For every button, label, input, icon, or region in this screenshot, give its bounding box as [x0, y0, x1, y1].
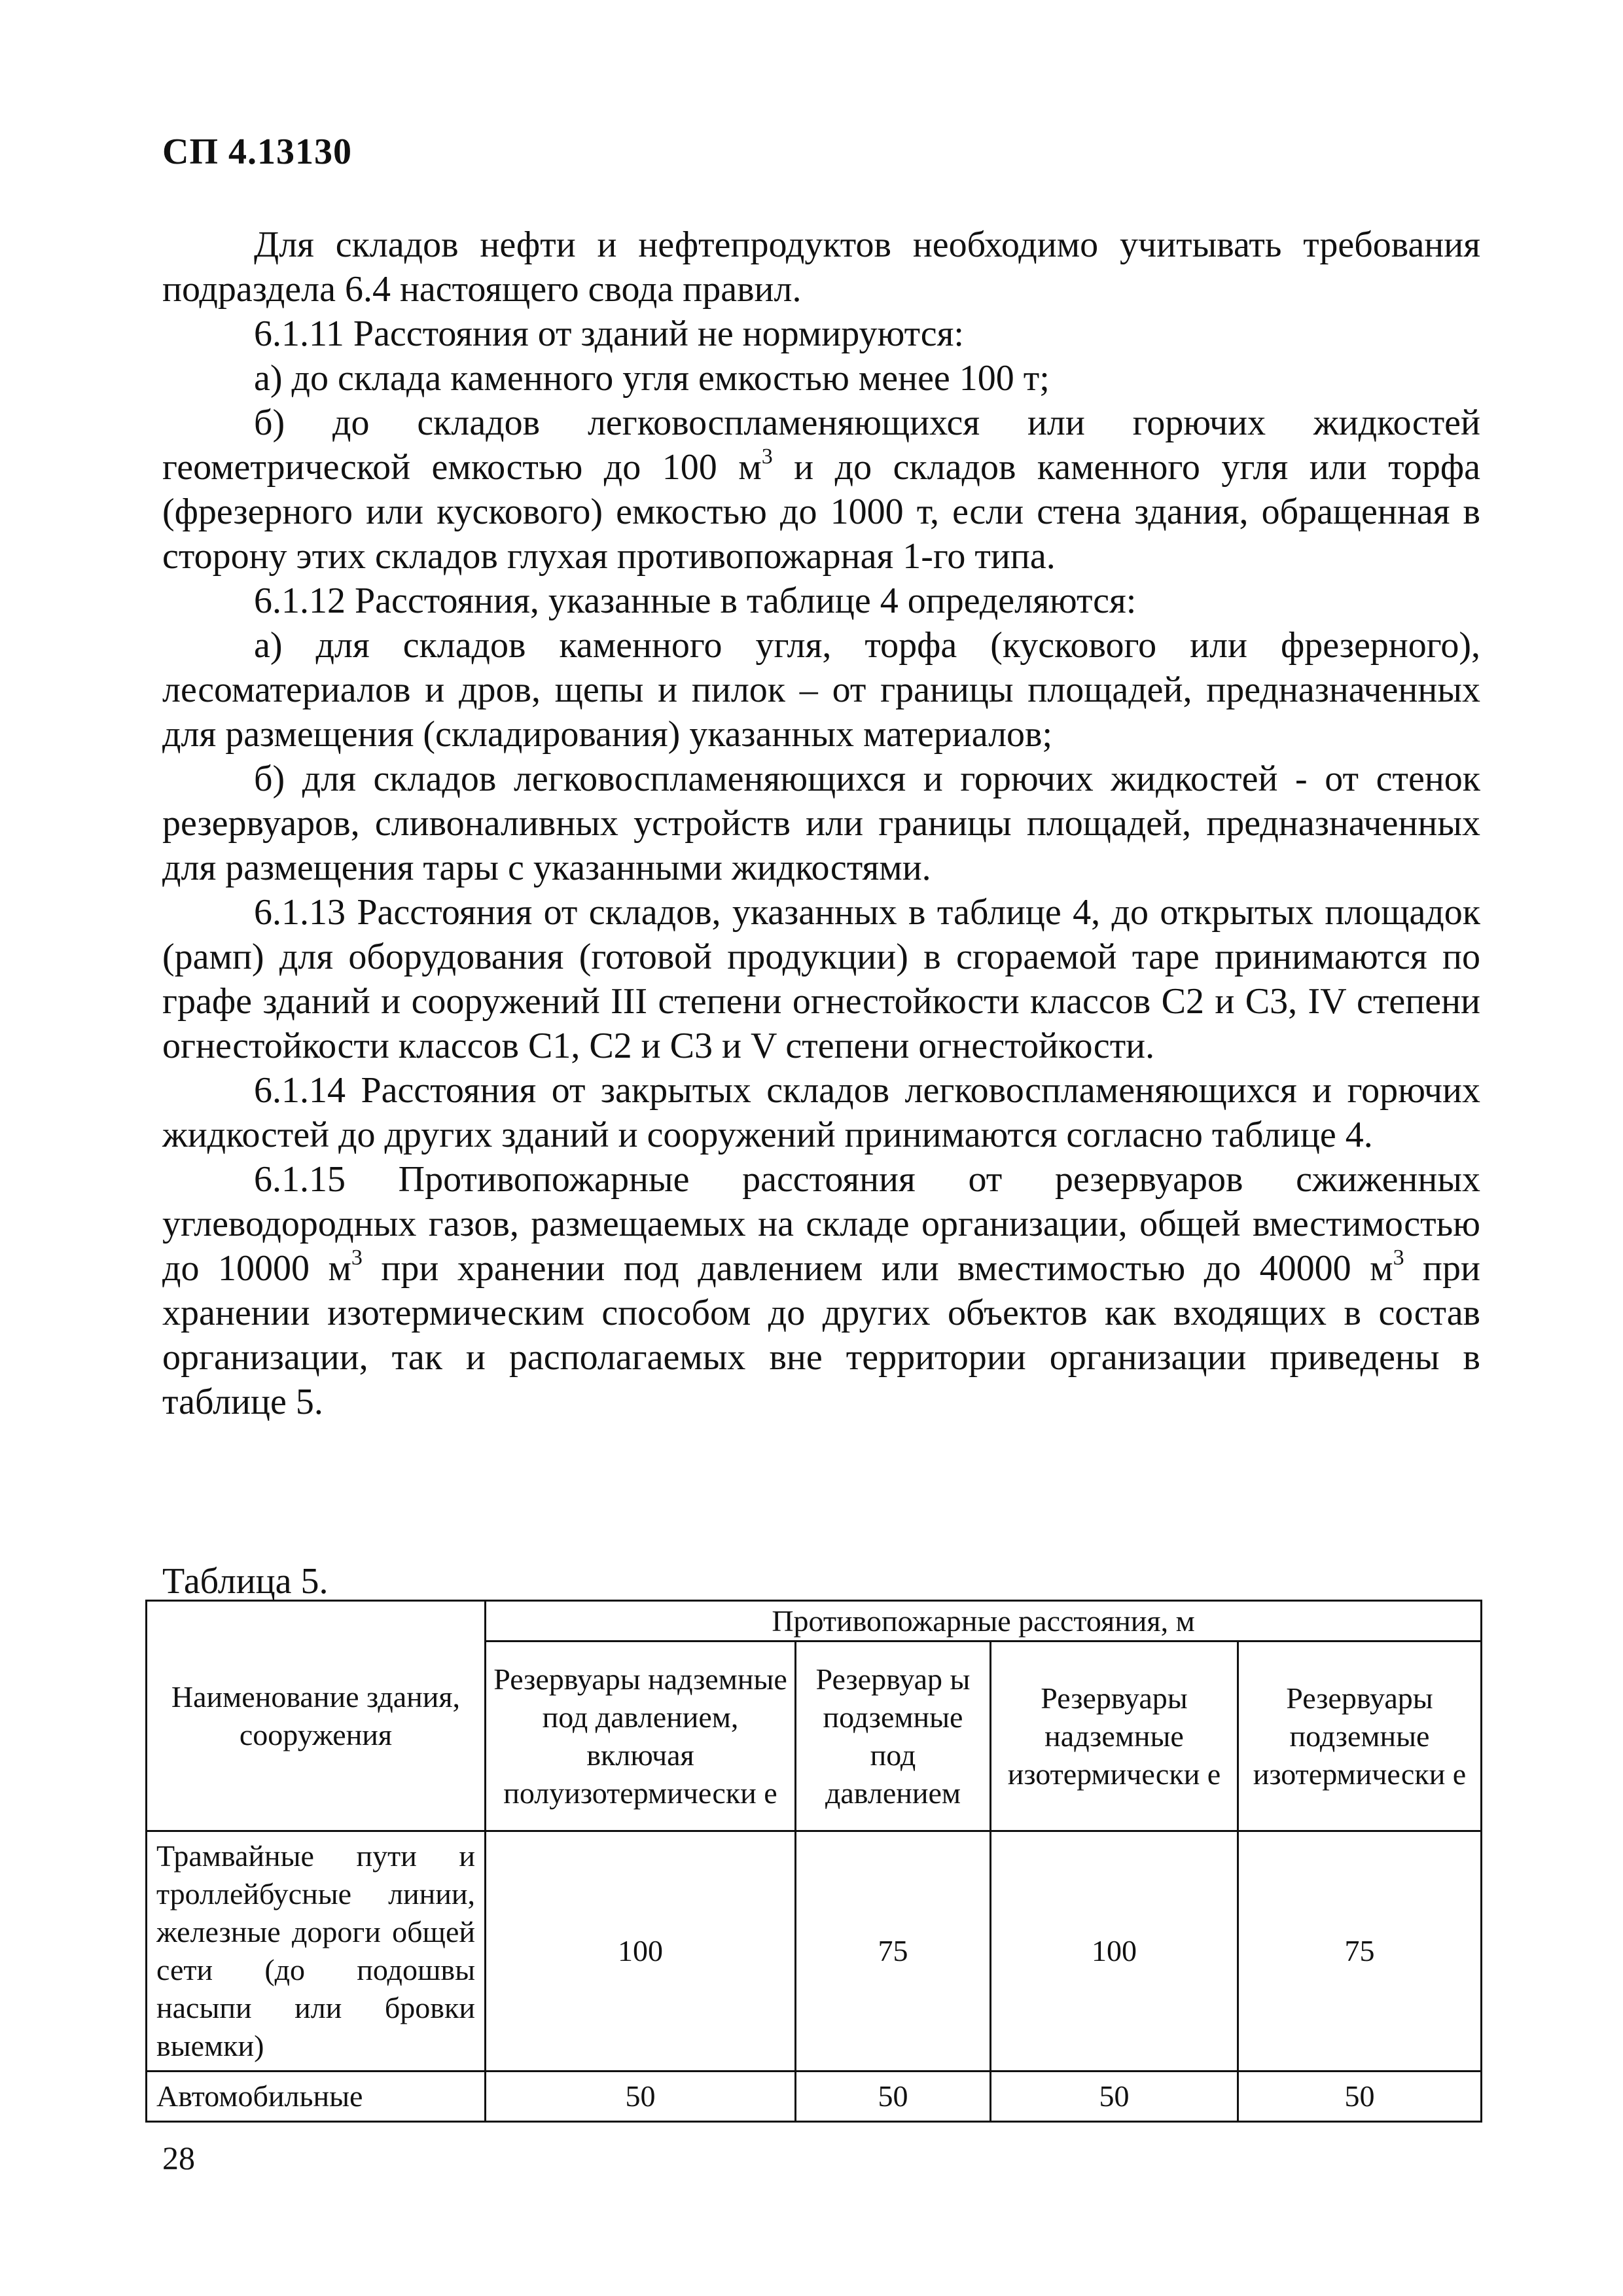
table-cell: 100: [486, 1831, 796, 2072]
text-fragment: б) до складов легковоспламеняющихся или горючих жидкостей геометрической емкостью до 100 м: [162, 403, 1480, 488]
table-header-row: [147, 1601, 1482, 1641]
list-item: а) до склада каменного угля емкостью менее 100 т;: [254, 358, 1050, 399]
text-fragment: 6.1.15 Противопожарные расстояния от резервуаров сжиженных углеводородных газов, размещаемых на складе организации, общей вместимостью до 10000 м: [162, 1159, 1480, 1289]
row-name: Автомобильные: [147, 2072, 486, 2122]
text-fragment: и до складов каменного угля или торфа (фрезерного или кускового) емкостью до 1000 т, если стена здания, обращенная в сторону этих складов глухая противопожарная 1-го типа.: [162, 447, 1480, 577]
header-column: Резервуары надземные изотермически е: [991, 1641, 1238, 1831]
clause-6-1-12: 6.1.12 Расстояния, указанные в таблице 4 определяются:: [254, 581, 1137, 621]
header-building-name: Наименование здания, сооружения: [147, 1601, 486, 1831]
table-row: [147, 2072, 1482, 2122]
list-item: [162, 401, 1480, 579]
row-name: Трамвайные пути и троллейбусные линии, железные дороги общей сети (до подошвы насыпи или бровки выемки): [147, 1831, 486, 2072]
text-fragment: при хранении изотермическим способом до других объектов как входящих в состав организации, так и располагаемых вне территории организации приведены в таблице 5.: [162, 1248, 1480, 1422]
header-column: Резервуар ы подземные под давлением: [796, 1641, 991, 1831]
superscript: 3: [761, 444, 773, 469]
table-cell: 75: [1238, 1831, 1482, 2072]
table-caption: Таблица 5.: [162, 1561, 329, 1602]
clause-6-1-11: 6.1.11 Расстояния от зданий не нормируются:: [254, 314, 964, 354]
table-cell: 50: [991, 2072, 1238, 2122]
body-text: [162, 223, 1480, 1424]
table-cell: 100: [991, 1831, 1238, 2072]
superscript: 3: [351, 1246, 363, 1270]
list-item: б) для складов легковоспламеняющихся и горючих жидкостей - от стенок резервуаров, сливоналивных устройств или границы площадей, предназначенных для размещения тары с указанными жидкостями.: [162, 759, 1480, 888]
clause-6-1-14: 6.1.14 Расстояния от закрытых складов легковоспламеняющихся и горючих жидкостей до других зданий и сооружений принимаются согласно таблице 4.: [162, 1070, 1480, 1155]
text-fragment: при хранении под давлением или вместимостью до 40000 м: [362, 1248, 1393, 1289]
header-column: Резервуары подземные изотермически е: [1238, 1641, 1482, 1831]
table-row: [147, 1831, 1482, 2072]
list-item: а) для складов каменного угля, торфа (кускового или фрезерного), лесоматериалов и дров, щепы и пилок – от границы площадей, предназначенных для размещения (складирования) указанных материалов;: [162, 625, 1480, 755]
distance-table: [145, 1600, 1482, 2123]
paragraph: Для складов нефти и нефтепродуктов необходимо учитывать требования подраздела 6.4 настоящего свода правил.: [162, 224, 1480, 310]
table-cell: 50: [796, 2072, 991, 2122]
clause-6-1-15: [162, 1157, 1480, 1424]
table-cell: 50: [486, 2072, 796, 2122]
table-cell: 75: [796, 1831, 991, 2072]
page-number: 28: [162, 2140, 195, 2176]
header-group: Противопожарные расстояния, м: [486, 1601, 1482, 1641]
header-column: Резервуары надземные под давлением, включая полуизотермически е: [486, 1641, 796, 1831]
superscript: 3: [1393, 1246, 1404, 1270]
document-code: СП 4.13130: [162, 132, 352, 172]
clause-6-1-13: 6.1.13 Расстояния от складов, указанных в таблице 4, до открытых площадок (рамп) для оборудования (готовой продукции) в сгораемой таре принимаются по графе зданий и сооружений III степени огнестойкости классов С2 и С3, IV степени огнестойкости классов С1, С2 и С3 и V степени огнестойкости.: [162, 892, 1480, 1066]
table-cell: 50: [1238, 2072, 1482, 2122]
